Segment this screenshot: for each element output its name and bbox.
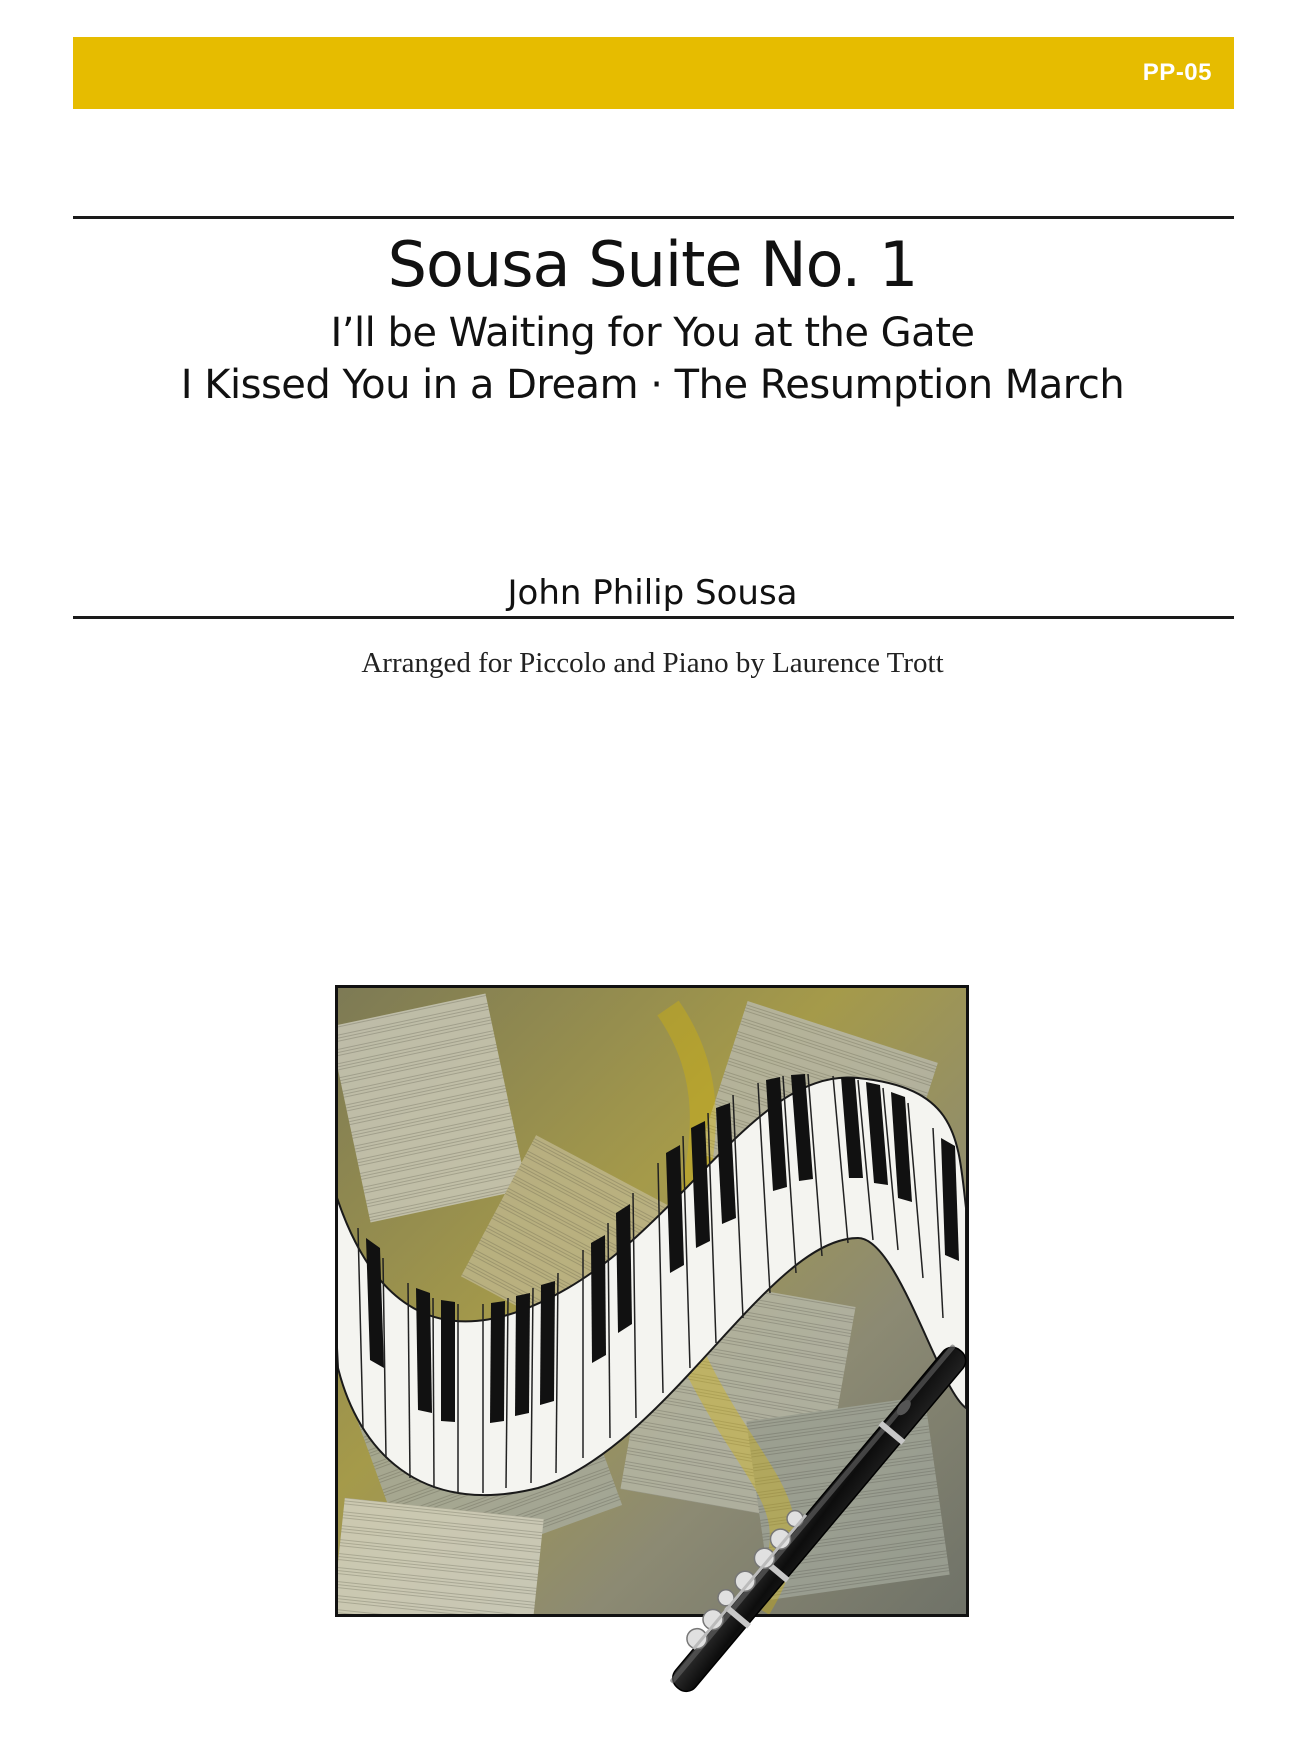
page-title: Sousa Suite No. 1 bbox=[387, 228, 918, 301]
arranger-credit: Arranged for Piccolo and Piano by Laurence Trott bbox=[361, 647, 944, 679]
top-rule bbox=[73, 216, 1234, 219]
catalog-number: PP-05 bbox=[1142, 59, 1212, 86]
piece-list-line-1: I’ll be Waiting for You at the Gate bbox=[330, 310, 975, 356]
composer-rule bbox=[73, 616, 1234, 619]
composer-name: John Philip Sousa bbox=[507, 573, 798, 613]
header-banner bbox=[73, 37, 1234, 109]
piece-list-line-2: I Kissed You in a Dream · The Resumption March bbox=[180, 362, 1125, 408]
piccolo-icon bbox=[630, 1310, 1010, 1730]
